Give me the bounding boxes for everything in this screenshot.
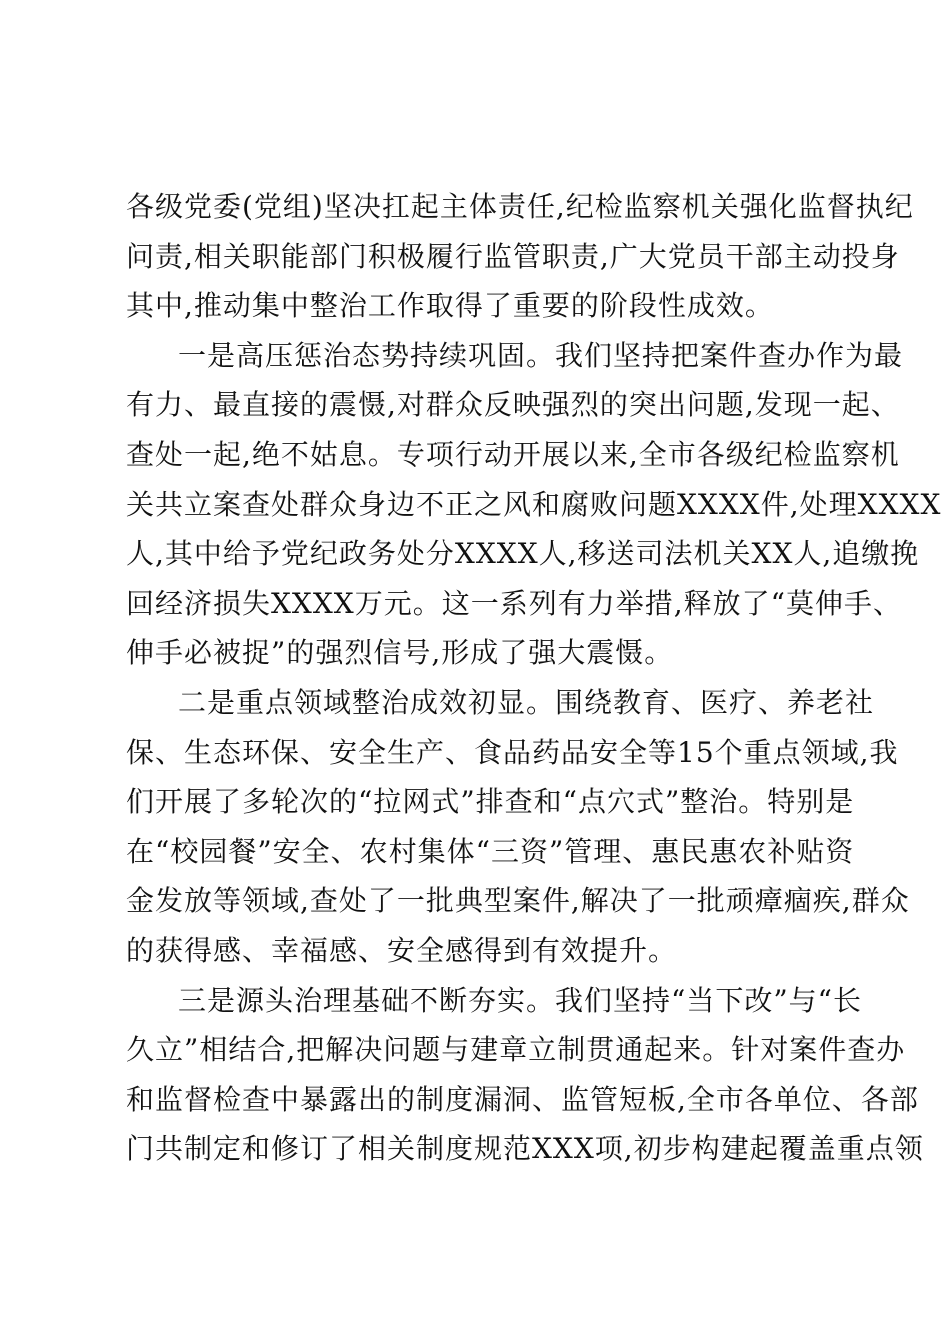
text-line: 伸手必被捉”的强烈信号,形成了强大震慑。 [126,636,674,670]
document-body [126,182,942,1174]
text-line: 有力、最直接的震慑,对群众反映强烈的突出问题,发现一起、 [126,388,900,422]
text-line: 回经济损失XXXX万元。这一系列有力举措,释放了“莫伸手、 [126,586,902,620]
text-line: 门共制定和修订了相关制度规范XXX项,初步构建起覆盖重点领 [126,1132,924,1166]
paragraph-two [126,678,910,976]
text-line: 二是重点领域整治成效初显。围绕教育、医疗、养老社 [178,685,875,719]
paragraph-three [126,976,924,1174]
text-line: 金发放等领域,查处了一批典型案件,解决了一批顽瘴痼疾,群众 [126,884,910,918]
text-line: 三是源头治理基础不断夯实。我们坚持“当下改”与“长 [178,983,862,1017]
text-line: 查处一起,绝不姑息。专项行动开展以来,全市各级纪检监察机 [126,437,900,471]
text-line: 们开展了多轮次的“拉网式”排查和“点穴式”整治。特别是 [126,785,855,819]
text-line: 的获得感、幸福感、安全感得到有效提升。 [126,933,678,967]
text-line: 一是高压惩治态势持续巩固。我们坚持把案件查办作为最 [178,338,904,372]
paragraph-one [126,331,942,678]
text-line: 人,其中给予党纪政务处分XXXX人,移送司法机关XX人,追缴挽 [126,537,920,571]
text-line: 和监督检查中暴露出的制度漏洞、监管短板,全市各单位、各部 [126,1082,919,1116]
text-line: 久立”相结合,把解决问题与建章立制贯通起来。针对案件查办 [126,1033,906,1067]
text-line: 各级党委(党组)坚决扛起主体责任,纪检监察机关强化监督执纪 [126,190,914,223]
text-line: 在“校园餐”安全、农村集体“三资”管理、惠民惠农补贴资 [126,834,855,868]
text-line: 其中,推动集中整治工作取得了重要的阶段性成效。 [126,289,774,323]
paragraph-intro [126,182,914,331]
text-line: 问责,相关职能部门积极履行监管职责,广大党员干部主动投身 [126,239,900,273]
text-line: 关共立案查处群众身边不正之风和腐败问题XXXX件,处理XXXX [126,487,942,521]
text-line: 保、生态环保、安全生产、食品药品安全等15个重点领域,我 [126,735,899,769]
